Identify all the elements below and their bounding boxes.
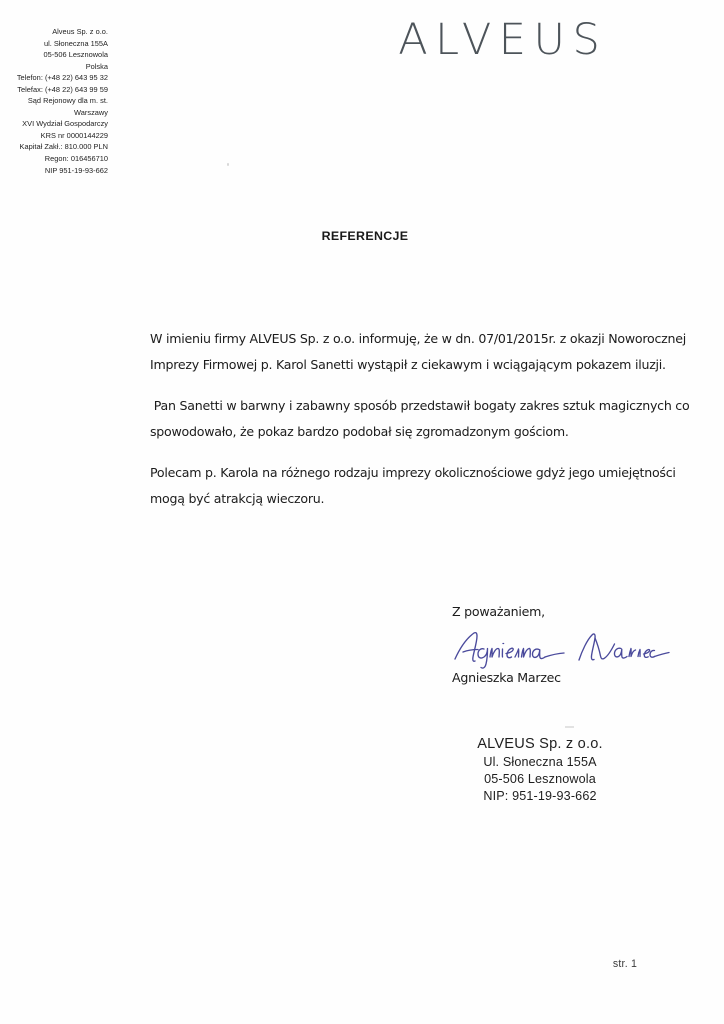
letterhead-line: Polska (85, 61, 108, 71)
letterhead-line: NIP 951-19-93-662 (44, 165, 108, 175)
page-title-text: REFERENCJE (321, 229, 409, 243)
alveus-logo: ALVEUS (398, 15, 608, 65)
letterhead-line: Kapitał Zakł.: 810.000 PLN (19, 142, 108, 152)
footer-address-line: ALVEUS Sp. z o.o. (477, 736, 603, 752)
body-paragraph: Pan Sanetti w barwny i zabawny sposób przedstawił bogaty zakres sztuk magicznych co spowodowało, że pokaz bardzo podobał się zgromadzonym gościom. (150, 398, 694, 439)
letterhead-company-details (0, 26, 108, 176)
scan-artifact (227, 163, 229, 166)
body-paragraph: W imieniu firmy ALVEUS Sp. z o.o. informuję, że w dn. 07/01/2015r. z okazji Noworocznej Imprezy Firmowej p. Karol Sanetti wystąpił z ciekawym i wciągającym pokazem iluzji. (150, 331, 690, 372)
letterhead-line: Sąd Rejonowy dla m. st. (27, 96, 108, 106)
letterhead-line: Telefon: (+48 22) 643 95 32 (16, 73, 108, 83)
closing-salutation: Z poważaniem, (452, 604, 545, 619)
letterhead-line: KRS nr 0000144229 (40, 130, 108, 140)
letterhead-line: Telefax: (+48 22) 643 99 59 (17, 84, 108, 94)
letter-body (150, 326, 695, 511)
letterhead-line: XVI Wydział Gospodarczy (22, 119, 108, 129)
handwritten-signature (443, 626, 683, 672)
footer-company-address (400, 735, 680, 806)
footer-address-line: 05-506 Lesznowola (484, 772, 596, 787)
body-paragraph: Polecam p. Karola na różnego rodzaju imprezy okolicznościowe gdyż jego umiejętności mogą być atrakcją wieczoru. (150, 465, 680, 506)
footer-address-line: NIP: 951-19-93-662 (483, 789, 597, 804)
page-number: str. 1 (612, 958, 638, 970)
letterhead-line: Regon: 016456710 (44, 154, 108, 164)
page-title (0, 229, 724, 243)
scan-artifact (565, 726, 574, 728)
letterhead-line: 05-506 Lesznowola (43, 50, 108, 60)
letterhead-line: ul. Słoneczna 155A (43, 38, 108, 48)
signer-name: Agnieszka Marzec (452, 670, 561, 685)
letterhead-line: Warszawy (74, 107, 108, 117)
letterhead-line: Alveus Sp. z o.o. (52, 27, 108, 36)
footer-address-line: Ul. Słoneczna 155A (483, 755, 597, 769)
